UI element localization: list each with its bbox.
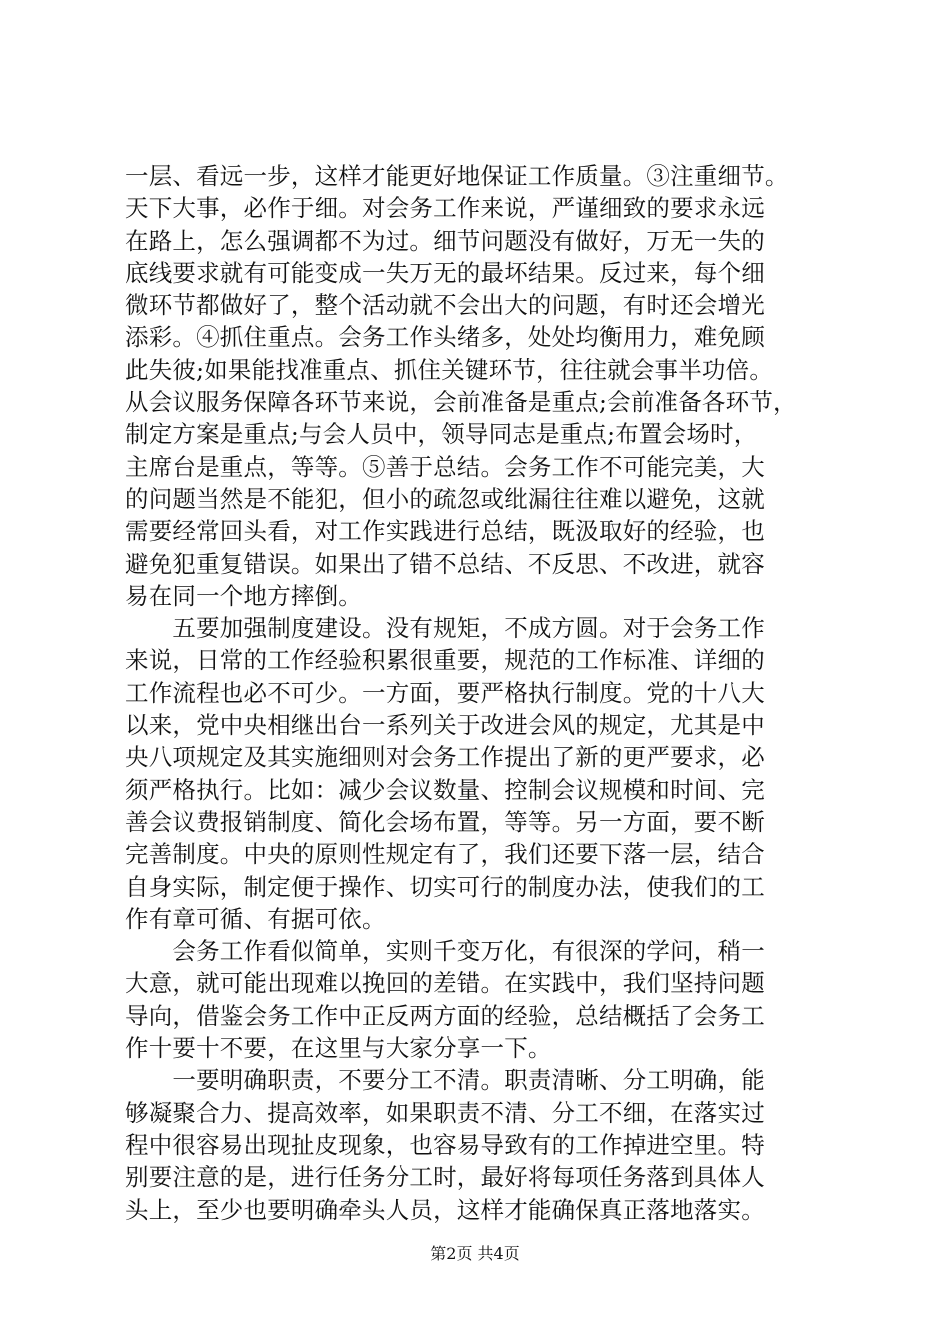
text-line: 自身实际，制定便于操作、切实可行的制度办法，使我们的工	[125, 872, 765, 901]
text-line: 工作流程也必不可少。一方面，要严格执行制度。党的十八大	[125, 678, 765, 707]
text-line: 来说，日常的工作经验积累很重要，规范的工作标准、详细的	[125, 646, 765, 675]
text-line: 的问题当然是不能犯，但小的疏忽或纰漏往往难以避免，这就	[125, 484, 765, 513]
text-line: 央八项规定及其实施细则对会务工作提出了新的更严要求，必	[125, 743, 765, 772]
text-line: 制定方案是重点;与会人员中，领导同志是重点;布置会场时，	[125, 420, 758, 449]
text-line: 微环节都做好了，整个活动就不会出大的问题，有时还会增光	[125, 291, 765, 320]
text-line: 别要注意的是，进行任务分工时，最好将每项任务落到具体人	[125, 1163, 765, 1192]
text-line: 以来，党中央相继出台一系列关于改进会风的规定，尤其是中	[125, 711, 765, 740]
text-line: 添彩。④抓住重点。会务工作头绪多，处处均衡用力，难免顾	[125, 323, 765, 352]
page-footer: 第2页 共4页	[430, 1244, 520, 1263]
text-line: 会务工作看似简单，实则千变万化，有很深的学问，稍一	[125, 937, 765, 966]
text-line: 在路上，怎么强调都不为过。细节问题没有做好，万无一失的	[125, 226, 765, 255]
text-line: 主席台是重点，等等。⑤善于总结。会务工作不可能完美，大	[125, 452, 765, 481]
text-line: 须严格执行。比如：减少会议数量、控制会议规模和时间、完	[125, 775, 765, 804]
text-line: 底线要求就有可能变成一失万无的最坏结果。反过来，每个细	[125, 258, 765, 287]
text-line: 一要明确职责，不要分工不清。职责清晰、分工明确，能	[125, 1066, 765, 1095]
text-line: 程中很容易出现扯皮现象，也容易导致有的工作掉进空里。特	[125, 1130, 765, 1159]
text-line: 头上，至少也要明确牵头人员，这样才能确保真正落地落实。	[125, 1195, 765, 1224]
text-line: 导向，借鉴会务工作中正反两方面的经验，总结概括了会务工	[125, 1001, 765, 1030]
text-line: 天下大事，必作于细。对会务工作来说，严谨细致的要求永远	[125, 194, 765, 223]
text-line: 完善制度。中央的原则性规定有了，我们还要下落一层，结合	[125, 840, 765, 869]
text-line: 需要经常回头看，对工作实践进行总结，既汲取好的经验，也	[125, 517, 765, 546]
text-line: 避免犯重复错误。如果出了错不总结、不反思、不改进，就容	[125, 549, 765, 578]
text-line: 从会议服务保障各环节来说，会前准备是重点;会前准备各环节，	[125, 388, 797, 417]
text-line: 易在同一个地方摔倒。	[125, 581, 362, 610]
text-line: 作十要十不要，在这里与大家分享一下。	[125, 1034, 552, 1063]
text-line: 善会议费报销制度、简化会场布置，等等。另一方面，要不断	[125, 807, 765, 836]
text-line: 作有章可循、有据可依。	[125, 904, 386, 933]
text-line: 够凝聚合力、提高效率，如果职责不清、分工不细，在落实过	[125, 1098, 765, 1127]
text-line: 此失彼;如果能找准重点、抓住关键环节，往往就会事半功倍。	[125, 355, 774, 384]
text-line: 五要加强制度建设。没有规矩，不成方圆。对于会务工作	[125, 614, 765, 643]
text-line: 一层、看远一步，这样才能更好地保证工作质量。③注重细节。	[125, 162, 789, 190]
text-line: 大意，就可能出现难以挽回的差错。在实践中，我们坚持问题	[125, 969, 765, 998]
body-text	[125, 160, 845, 1226]
